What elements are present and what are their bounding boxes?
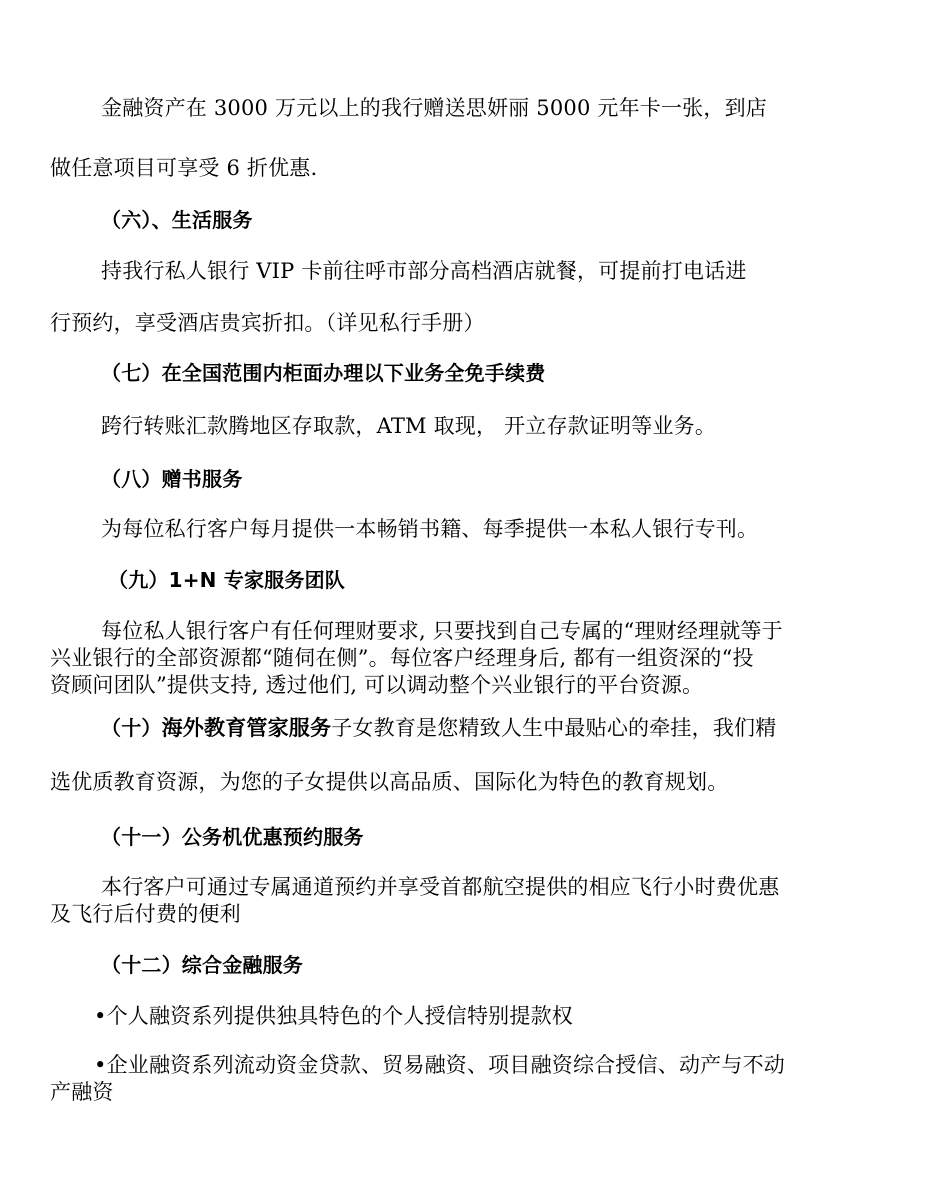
paragraph-line: 做任意项目可享受 6 折优惠. <box>50 156 318 180</box>
section-heading: （八）赠书服务 <box>101 467 243 491</box>
paragraph-line: 选优质教育资源，为您的子女提供以高品质、国际化为特色的教育规划。 <box>50 770 729 794</box>
paragraph-line: 持我行私人银行 VIP 卡前往呼市部分高档酒店就餐，可提前打电话进 <box>101 259 747 283</box>
paragraph-line: 兴业银行的全部资源都“随伺在侧”。每位客户经理身后, 都有一组资深的“投 <box>50 646 754 670</box>
section-heading: （十一）公务机优惠预约服务 <box>101 825 364 849</box>
paragraph-line: 为每位私行客户每月提供一本畅销书籍、每季提供一本私人银行专刊。 <box>101 517 759 541</box>
paragraph-text: 子女教育是您精致人生中最贴心的牵挂，我们精 <box>331 716 777 740</box>
bullet-item: •个人融资系列提供独具特色的个人授信特别提款权 <box>94 1004 573 1028</box>
section-heading-line <box>101 714 776 742</box>
section-heading-prefix: （十） <box>101 716 162 740</box>
paragraph-line: 金融资产在 3000 万元以上的我行赠送思妍丽 5000 元年卡一张，到店 <box>101 96 767 120</box>
paragraph-line: 每位私人银行客户有任何理财要求, 只要找到自己专属的“理财经理就等于 <box>101 619 783 643</box>
section-heading: （十二）综合金融服务 <box>101 953 303 977</box>
section-heading-title: 海外教育管家服务 <box>161 716 332 740</box>
paragraph-line: 产融资 <box>50 1080 114 1104</box>
paragraph-line: 本行客户可通过专属通道预约并享受首都航空提供的相应飞行小时费优惠 <box>101 875 780 899</box>
bullet-item: •企业融资系列流动资金贷款、贸易融资、项目融资综合授信、动产与不动 <box>94 1053 785 1077</box>
section-heading: （六）、生活服务 <box>101 208 253 232</box>
paragraph-line: 及飞行后付费的便利 <box>50 902 241 926</box>
paragraph-line: 资顾问团队”提供支持, 透过他们, 可以调动整个兴业银行的平台资源。 <box>50 673 704 697</box>
paragraph-line: 跨行转账汇款腾地区存取款，ATM 取现， 开立存款证明等业务。 <box>101 414 717 438</box>
section-heading: （九）1+N 专家服务团队 <box>108 568 345 592</box>
section-heading: （七）在全国范围内柜面办理以下业务全免手续费 <box>101 361 546 385</box>
paragraph-line: 行预约，享受酒店贵宾折扣。（详见私行手册） <box>50 311 485 335</box>
